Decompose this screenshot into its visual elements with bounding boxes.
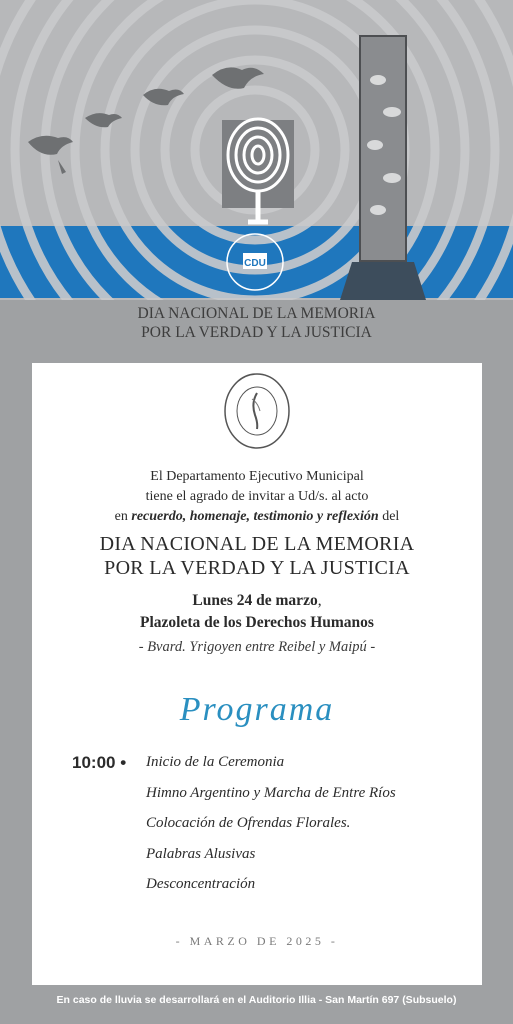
header-title-line1: DIA NACIONAL DE LA MEMORIA <box>137 305 376 322</box>
header-title <box>0 304 513 342</box>
hero-illustration <box>0 0 513 300</box>
rain-notice: En caso de lluvia se desarrollará en el Auditorio Illia - San Martín 697 (Subsuelo) <box>56 994 457 1006</box>
invitation-line1: El Departamento Ejecutivo Municipal <box>150 469 364 484</box>
svg-text:CDU: CDU <box>244 258 266 269</box>
schedule-item: Colocación de Ofrendas Florales. <box>146 815 351 831</box>
schedule-item: Himno Argentino y Marcha de Entre Ríos <box>146 784 396 801</box>
event-address: - Bvard. Yrigoyen entre Reibel y Maipú - <box>138 639 376 655</box>
program-heading: Programa <box>179 691 335 728</box>
schedule-list <box>146 754 396 907</box>
invitation-line2: tiene el agrado de invitar a Ud/s. al acto <box>145 489 369 504</box>
event-place: Plazoleta de los Derechos Humanos <box>140 614 374 631</box>
event-details <box>32 590 482 634</box>
invitation-text <box>32 467 482 527</box>
invitation-line3: en recuerdo, homenaje, testimonio y reflexión del <box>114 509 400 524</box>
schedule-time: 10:00 • <box>72 753 127 772</box>
hero-banner <box>0 0 513 300</box>
event-title-line2: POR LA VERDAD Y LA JUSTICIA <box>104 557 410 579</box>
event-date: Lunes 24 de marzo, <box>192 592 322 609</box>
header-title-line2: POR LA VERDAD Y LA JUSTICIA <box>141 324 372 341</box>
schedule-item: Inicio de la Ceremonia <box>146 754 285 770</box>
schedule-item: Palabras Alusivas <box>146 845 256 862</box>
event-month-year: - MARZO DE 2025 - <box>175 934 339 948</box>
invitation-emphasis: recuerdo, homenaje, testimonio y reflexión <box>131 509 379 524</box>
event-title <box>32 532 482 580</box>
municipal-seal-icon <box>222 371 292 451</box>
event-title-line1: DIA NACIONAL DE LA MEMORIA <box>99 533 415 555</box>
schedule-item: Desconcentración <box>146 876 256 892</box>
invitation-card <box>32 363 482 985</box>
